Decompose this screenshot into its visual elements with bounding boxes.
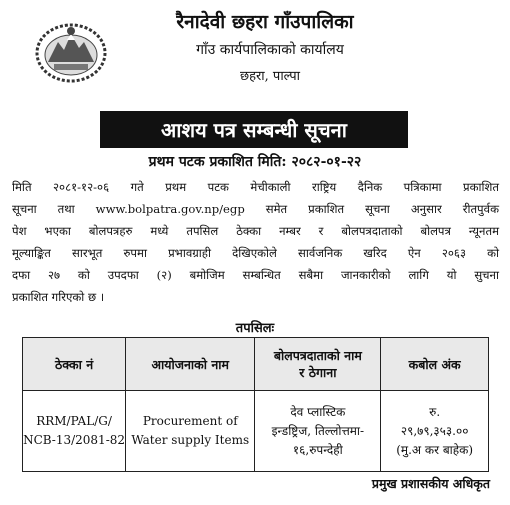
bidder-header-text: बोलपत्रदाताको नाम र ठेगाना <box>273 348 362 380</box>
body-line: सूचना तथा www.bolpatra.gov.np/egp समेत प्रकाशित सूचना अनुसार रीतपुर्वक <box>12 202 499 216</box>
col-header-bidder <box>255 338 381 391</box>
details-table <box>22 337 489 472</box>
bidder-line: देव प्लास्टिक <box>290 404 346 419</box>
amount-line: रु. <box>429 404 441 419</box>
table-row <box>23 391 489 472</box>
table-header-row <box>23 338 489 391</box>
amount-line: (मु.अ कर बाहेक) <box>396 442 474 457</box>
col-header-project: आयोजनाको नाम <box>126 338 255 391</box>
notice-title: आशय पत्र सम्बन्धी सूचना <box>100 111 408 148</box>
office-subtitle: गाँउ कार्यपालिकाको कार्यालय <box>196 42 344 58</box>
project-line: Procurement of <box>142 414 238 428</box>
first-published-date: प्रथम पटक प्रकाशित मिति: २०८२-०१-२२ <box>148 154 362 170</box>
office-address: छहरा, पाल्पा <box>239 69 301 84</box>
body-line: मूल्याङ्कित सारभूत रुपमा प्रभावग्राही देखिएकोले सार्वजनिक खरिद ऐन २०६३ को <box>12 246 499 260</box>
col-header-contract-no: ठेक्का नं <box>23 338 126 391</box>
cell-project <box>126 391 255 472</box>
notice-body <box>12 176 499 308</box>
amount-line: २९,७९,३५३.०० <box>400 423 469 438</box>
details-heading: तपसिलः <box>235 321 275 336</box>
signoff: प्रमुख प्रशासकीय अधिकृत <box>371 476 490 491</box>
office-name: रैनादेवी छहरा गाँउपालिका <box>176 11 354 33</box>
body-line: दफा २७ को उपदफा (२) बमोजिम सम्बन्धित सबैमा जानकारीको लागि यो सुचना <box>12 268 499 282</box>
bidder-line: १६,रुपन्देही <box>292 442 343 457</box>
contract-no-line: RRM/PAL/G/ <box>36 414 112 428</box>
cell-bidder <box>255 391 381 472</box>
body-line: मिति २०८१-१२-०६ गते प्रथम पटक मेचीकाली राष्ट्रिय दैनिक पत्रिकामा प्रकाशित <box>12 180 499 194</box>
cell-amount <box>381 391 489 472</box>
body-line: पेश भएका बोलपत्रहरु मध्ये तपसिल ठेक्का नम्बर र बोलपत्रदाताको बोलपत्र न्यूनतम <box>12 224 499 238</box>
body-line: प्रकाशित गरिएको छ । <box>12 290 105 304</box>
project-line: Water supply Items <box>131 433 250 447</box>
bidder-line: इन्डष्ट्रिज, तिल्लोत्तमा- <box>271 423 365 438</box>
cell-contract-no <box>23 391 126 472</box>
contract-no-line: NCB-13/2081-82 <box>23 433 126 447</box>
col-header-amount: कबोल अंक <box>381 338 489 391</box>
